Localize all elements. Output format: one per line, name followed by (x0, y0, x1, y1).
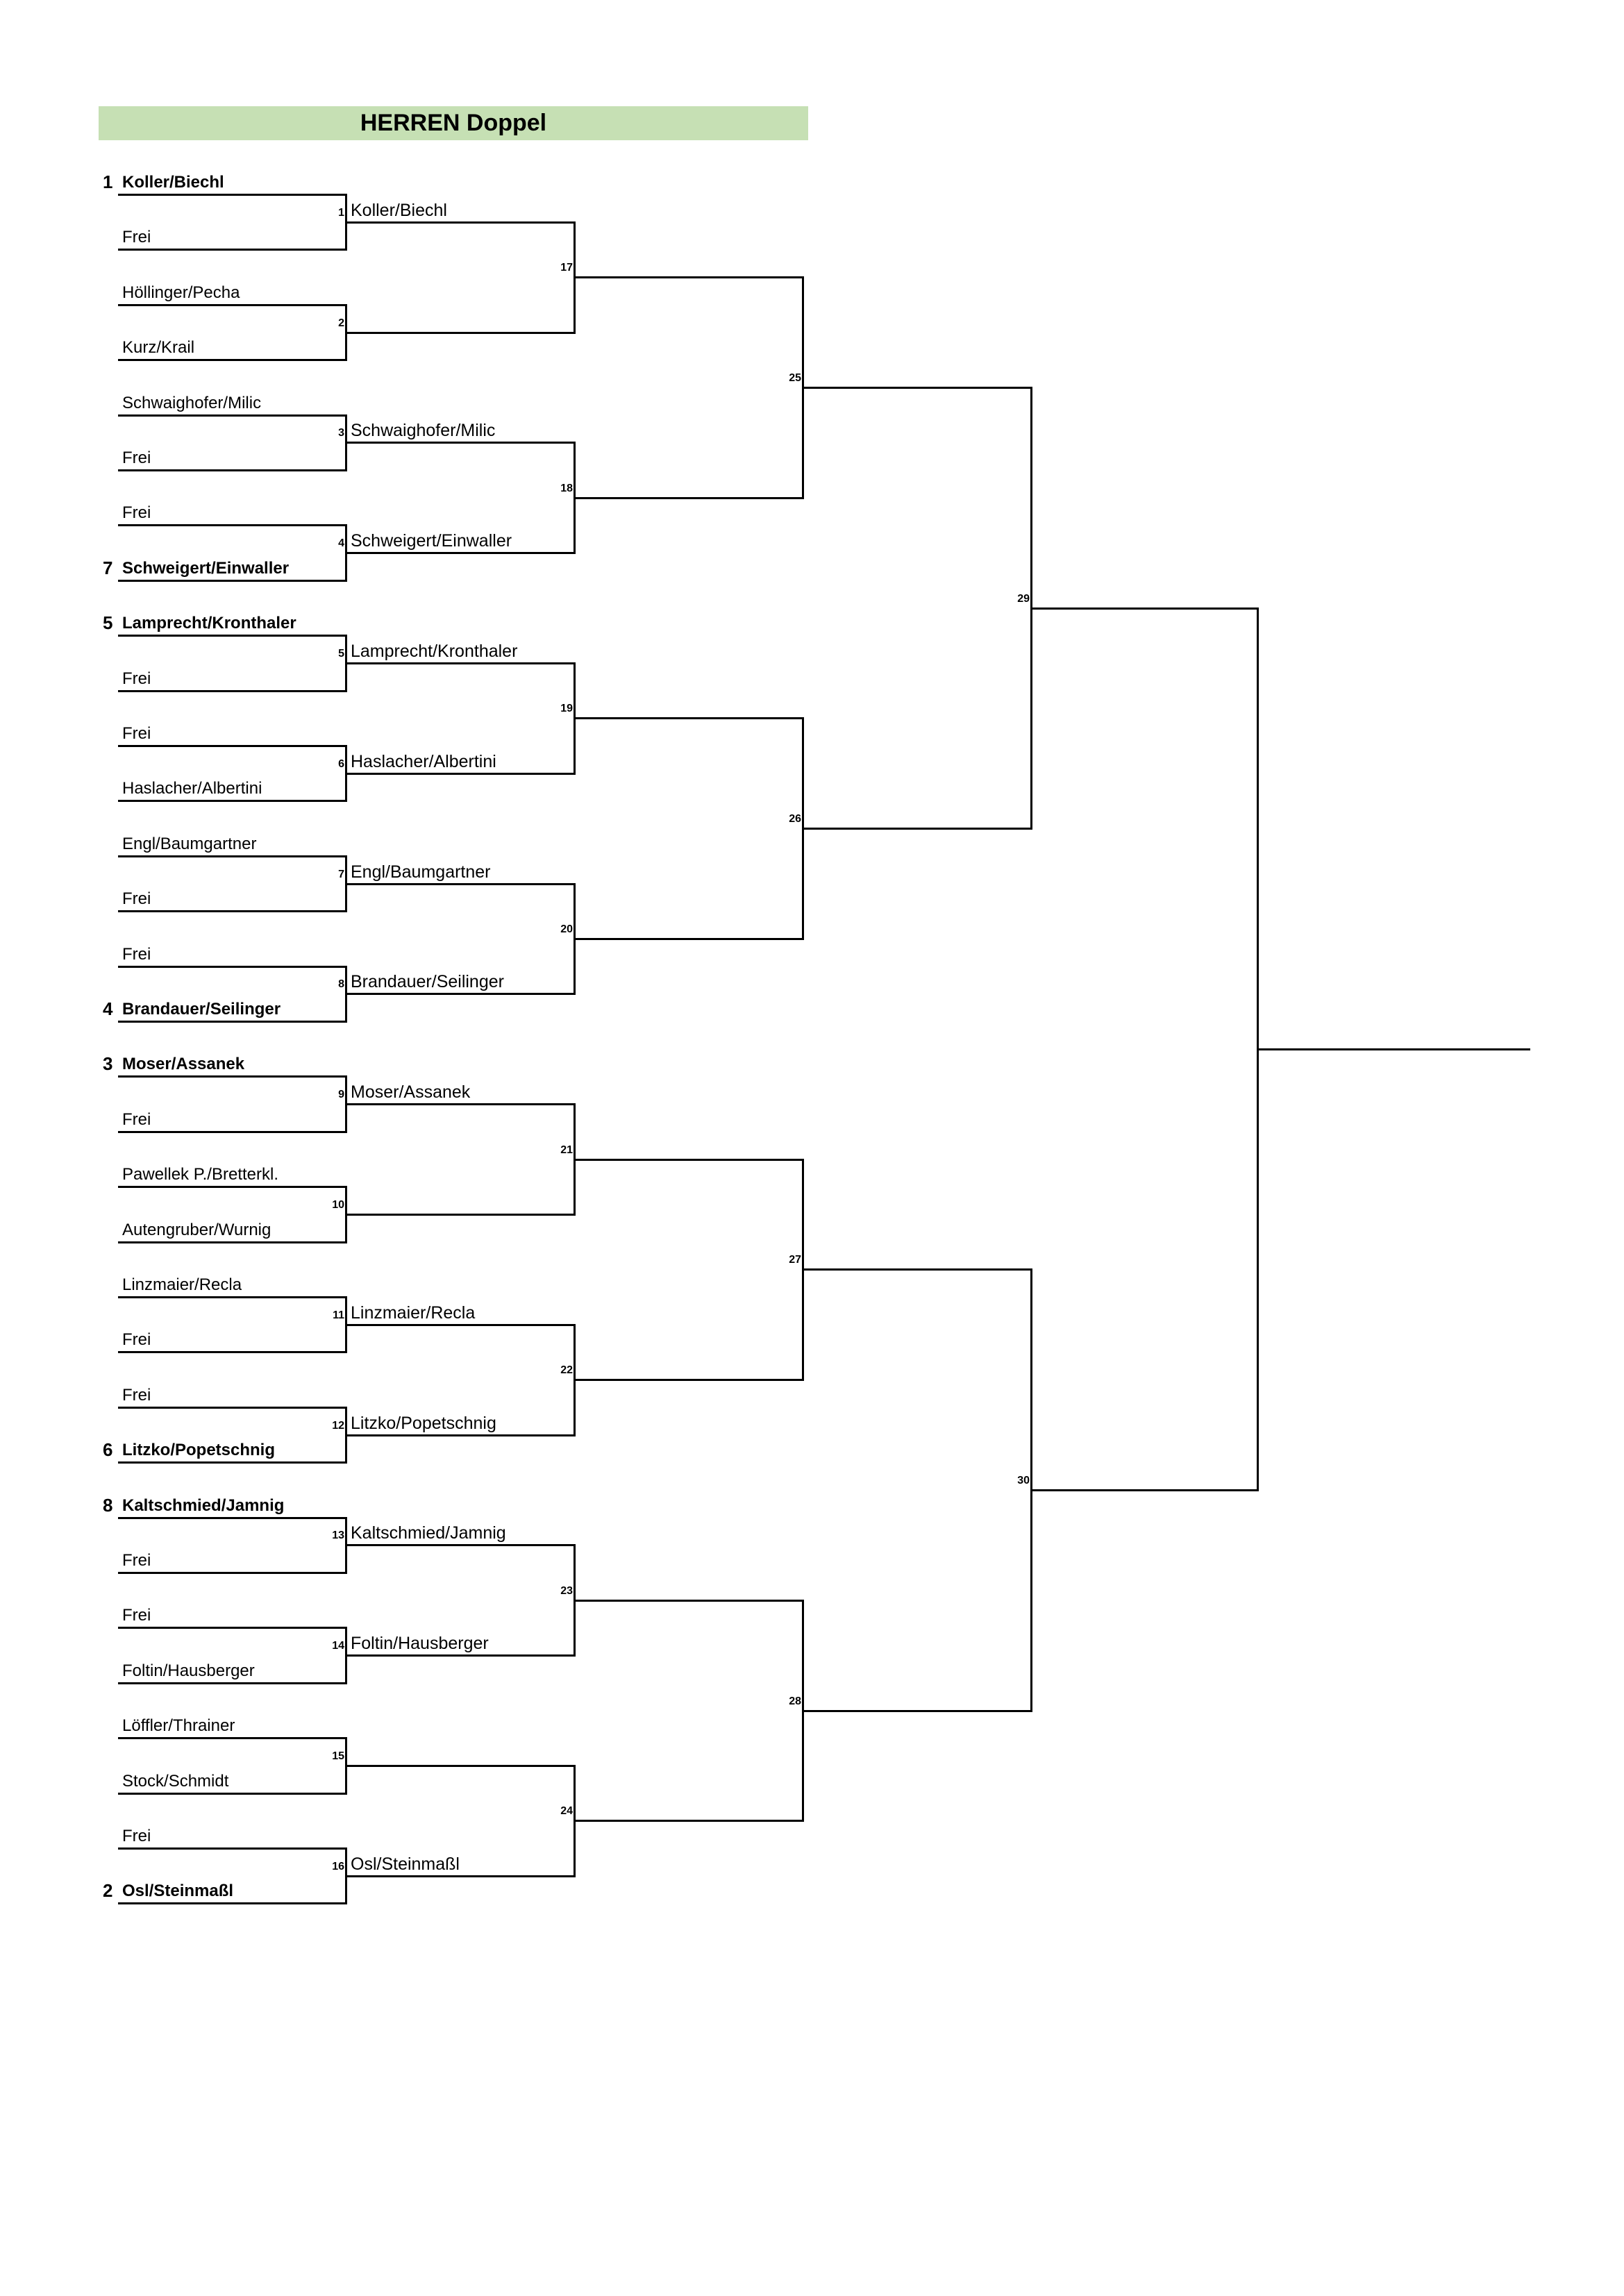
winner-line (576, 717, 804, 719)
slot-line (118, 1517, 347, 1519)
team-name: Frei (122, 1385, 151, 1405)
seed-number: 8 (103, 1494, 113, 1516)
winner-name: Haslacher/Albertini (351, 751, 496, 771)
team-name: Engl/Baumgartner (122, 834, 257, 853)
team-name: Frei (122, 889, 151, 909)
winner-line (347, 552, 576, 554)
slot-line (118, 249, 347, 251)
winner-name: Lamprecht/Kronthaler (351, 641, 518, 661)
winner-line (347, 883, 576, 885)
team-name: Frei (122, 944, 151, 964)
winner-line (347, 221, 576, 224)
match-number: 29 (1017, 592, 1030, 605)
final-winner-line (1259, 1048, 1530, 1050)
team-name: Frei (122, 1109, 151, 1129)
team-name: Foltin/Hausberger (122, 1661, 255, 1680)
winner-name: Koller/Biechl (351, 200, 447, 220)
match-number: 11 (333, 1309, 344, 1321)
slot-line (118, 1847, 347, 1850)
winner-line (576, 1820, 804, 1822)
match-number: 3 (338, 427, 344, 439)
winner-line (576, 497, 804, 499)
page-title: HERREN Doppel (360, 110, 547, 136)
team-name: Brandauer/Seilinger (122, 1000, 281, 1019)
team-name: Moser/Assanek (122, 1055, 245, 1074)
slot-line (118, 1572, 347, 1574)
winner-name: Linzmaier/Recla (351, 1302, 476, 1323)
team-name: Stock/Schmidt (122, 1771, 229, 1791)
team-name: Osl/Steinmaßl (122, 1882, 234, 1901)
slot-line (118, 1793, 347, 1795)
team-name: Kurz/Krail (122, 338, 195, 358)
team-name: Kaltschmied/Jamnig (122, 1495, 285, 1515)
slot-line (118, 855, 347, 857)
slot-line (118, 580, 347, 582)
slot-line (118, 1351, 347, 1353)
match-number: 21 (560, 1143, 573, 1156)
slot-line (118, 1186, 347, 1188)
team-name: Lamprecht/Kronthaler (122, 614, 296, 633)
match-number: 27 (789, 1254, 801, 1266)
match-number: 15 (332, 1750, 344, 1762)
match-number: 12 (332, 1419, 344, 1432)
winner-line (347, 662, 576, 664)
match-number: 28 (789, 1695, 801, 1707)
winner-line (804, 1268, 1032, 1271)
winner-name: Litzko/Popetschnig (351, 1413, 496, 1433)
winner-line (347, 1103, 576, 1105)
team-name: Autengruber/Wurnig (122, 1220, 271, 1239)
winner-name: Osl/Steinmaßl (351, 1854, 460, 1874)
team-name: Litzko/Popetschnig (122, 1441, 276, 1460)
match-number: 23 (560, 1584, 573, 1597)
slot-line (118, 1902, 347, 1904)
winner-name: Schweigert/Einwaller (351, 531, 512, 551)
winner-name: Kaltschmied/Jamnig (351, 1523, 506, 1543)
match-number: 7 (338, 868, 344, 880)
winner-line (347, 773, 576, 775)
winner-line (576, 1600, 804, 1602)
winner-line (347, 1654, 576, 1657)
slot-line (118, 1021, 347, 1023)
slot-line (118, 1407, 347, 1409)
match-number: 8 (338, 978, 344, 991)
winner-line (347, 1434, 576, 1436)
title-bar (99, 106, 808, 140)
match-number: 5 (338, 647, 344, 660)
winner-line (576, 1379, 804, 1381)
winner-line (804, 828, 1032, 830)
seed-number: 7 (103, 557, 113, 578)
team-name: Frei (122, 449, 151, 467)
match-number: 19 (560, 703, 573, 715)
slot-line (118, 359, 347, 361)
team-name: Frei (122, 669, 151, 688)
slot-line (118, 1461, 347, 1464)
seed-number: 3 (103, 1053, 113, 1075)
winner-line (576, 276, 804, 278)
team-name: Haslacher/Albertini (122, 779, 262, 798)
winner-line (347, 1324, 576, 1326)
match-number: 4 (338, 537, 344, 550)
winner-line (347, 1544, 576, 1546)
winner-name: Brandauer/Seilinger (351, 972, 504, 992)
winner-name: Schwaighofer/Milic (351, 421, 496, 441)
match-number: 1 (338, 206, 344, 219)
match-number: 13 (332, 1530, 344, 1542)
winner-name: Engl/Baumgartner (351, 862, 491, 882)
team-name: Frei (122, 1551, 151, 1570)
team-name: Frei (122, 1827, 151, 1845)
match-number: 6 (338, 757, 344, 770)
slot-line (118, 469, 347, 471)
match-number: 22 (560, 1364, 573, 1377)
team-name: Höllinger/Pecha (122, 283, 240, 302)
team-name: Frei (122, 503, 151, 523)
slot-line (118, 414, 347, 417)
winner-name: Moser/Assanek (351, 1082, 471, 1103)
slot-line (118, 524, 347, 526)
team-name: Löffler/Thrainer (122, 1716, 235, 1736)
slot-line (118, 1627, 347, 1629)
team-name: Frei (122, 1606, 151, 1625)
seed-number: 1 (103, 171, 113, 192)
winner-line (347, 332, 576, 334)
match-number: 30 (1017, 1474, 1030, 1486)
match-number: 9 (338, 1089, 344, 1101)
slot-line (118, 1682, 347, 1684)
slot-line (118, 194, 347, 196)
seed-number: 2 (103, 1880, 113, 1902)
slot-line (118, 745, 347, 747)
match-number: 18 (560, 482, 573, 494)
slot-line (118, 635, 347, 637)
winner-line (804, 1710, 1032, 1712)
team-name: Koller/Biechl (122, 173, 224, 192)
winner-line (1032, 607, 1259, 610)
slot-line (118, 800, 347, 802)
match-number: 14 (332, 1640, 344, 1652)
team-name: Frei (122, 1330, 151, 1350)
winner-name: Foltin/Hausberger (351, 1634, 489, 1654)
match-number: 25 (789, 371, 801, 384)
winner-line (1032, 1489, 1259, 1491)
slot-line (118, 690, 347, 692)
seed-number: 6 (103, 1439, 113, 1461)
seed-number: 5 (103, 612, 113, 634)
team-name: Frei (122, 724, 151, 743)
team-name: Schwaighofer/Milic (122, 393, 262, 412)
winner-line (576, 1159, 804, 1161)
slot-line (118, 910, 347, 912)
team-name: Pawellek P./Bretterkl. (122, 1165, 278, 1184)
match-number: 16 (332, 1860, 344, 1872)
winner-line (804, 387, 1032, 389)
slot-line (118, 1241, 347, 1243)
team-name: Schweigert/Einwaller (122, 558, 290, 578)
team-name: Linzmaier/Recla (122, 1275, 242, 1294)
slot-line (118, 1296, 347, 1298)
match-number: 17 (560, 262, 573, 274)
match-number: 10 (332, 1198, 344, 1211)
slot-line (118, 304, 347, 306)
team-name: Frei (122, 228, 151, 247)
winner-line (576, 938, 804, 940)
match-number: 20 (560, 923, 573, 935)
match-number: 26 (789, 813, 801, 826)
match-number: 2 (338, 317, 344, 329)
slot-line (118, 966, 347, 968)
slot-line (118, 1737, 347, 1739)
seed-number: 4 (103, 998, 113, 1019)
winner-line (347, 1765, 576, 1767)
match-number: 24 (560, 1805, 573, 1818)
winner-line (347, 1214, 576, 1216)
winner-line (347, 442, 576, 444)
winner-line (347, 1875, 576, 1877)
winner-line (347, 993, 576, 995)
slot-line (118, 1075, 347, 1078)
slot-line (118, 1131, 347, 1133)
